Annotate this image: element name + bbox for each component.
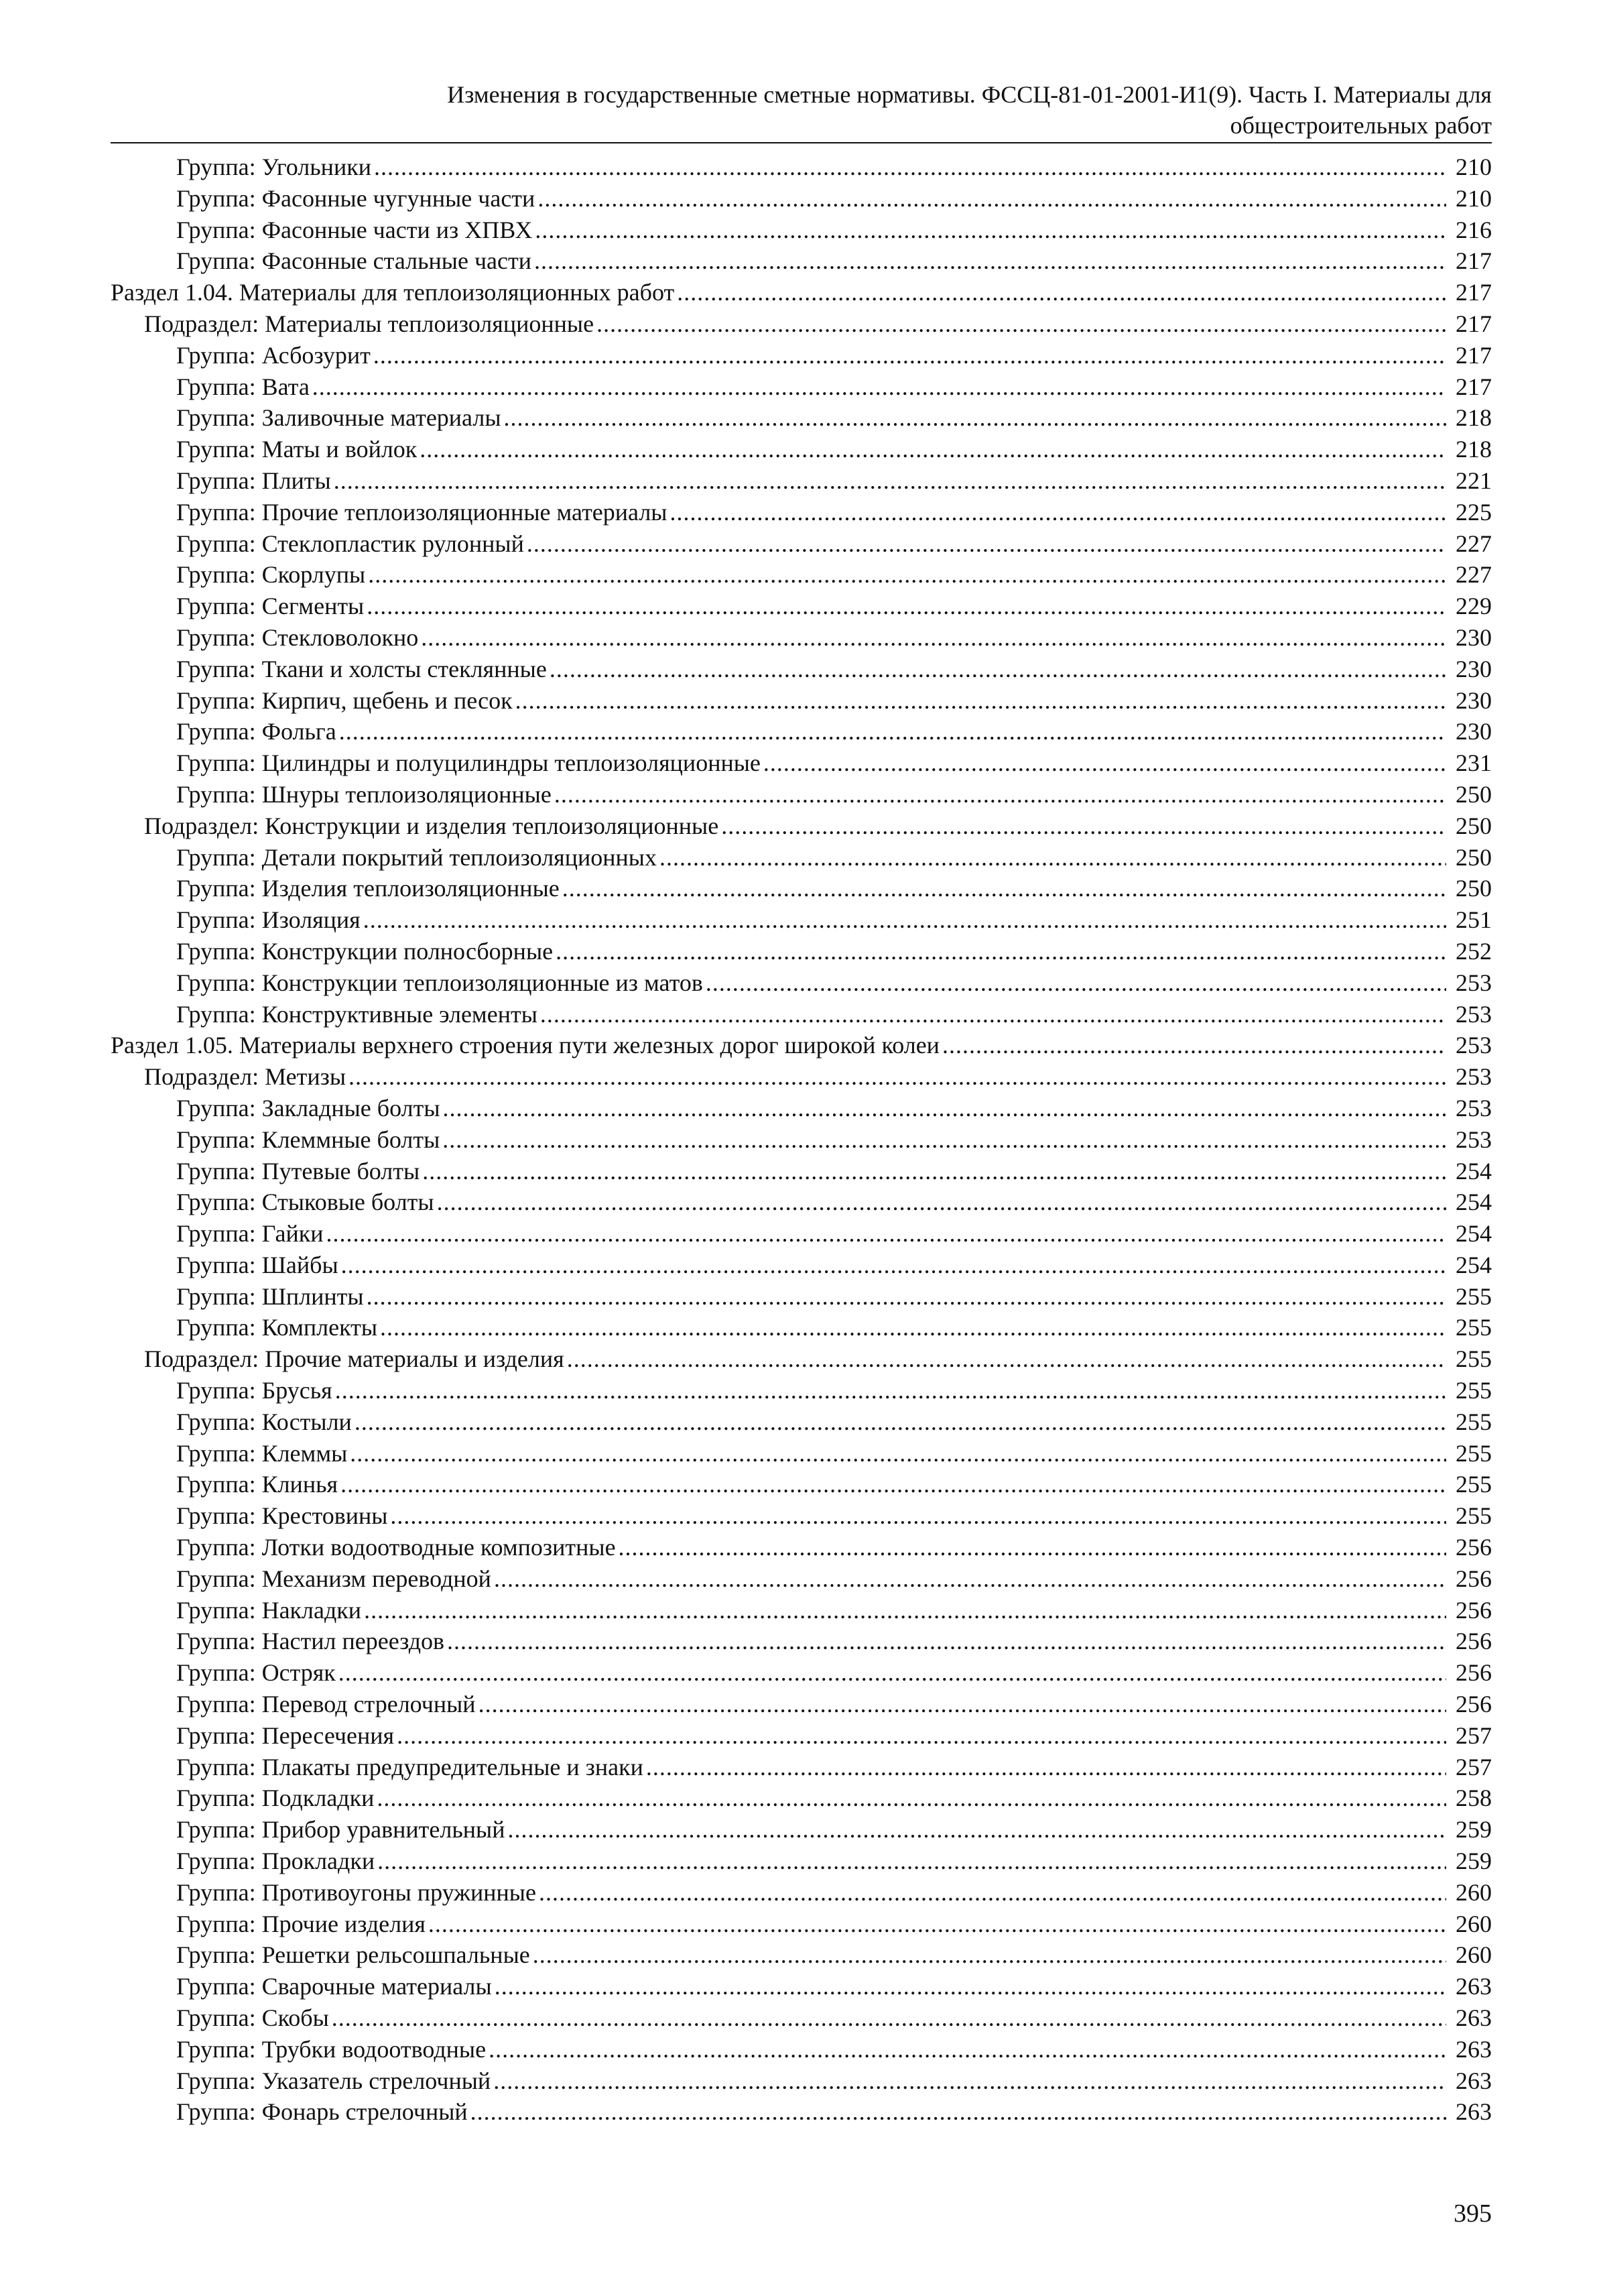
toc-entry-label: Группа: Клеммы: [176, 1439, 348, 1467]
toc-entry-page: 255: [1456, 1314, 1492, 1341]
dot-leader: [942, 1030, 1446, 1061]
toc-entry-page: 257: [1456, 1721, 1492, 1749]
dot-leader: [533, 1939, 1446, 1971]
toc-entry-page: 255: [1456, 1282, 1492, 1310]
toc-entry-page: 217: [1456, 310, 1492, 337]
toc-entry-page: 216: [1456, 216, 1492, 243]
toc-entry-label: Группа: Клинья: [176, 1471, 338, 1498]
toc-entry-label: Раздел 1.04. Материалы для теплоизоляционных работ: [111, 279, 675, 306]
dot-leader: [367, 1281, 1446, 1313]
dot-leader: [363, 904, 1446, 936]
toc-group-row: [111, 1312, 1492, 1343]
toc-entry-page: 255: [1456, 1408, 1492, 1435]
toc-group-row: [111, 1595, 1492, 1626]
toc-entry-page: 263: [1456, 2035, 1492, 2063]
toc-group-row: [111, 434, 1492, 465]
running-header: [111, 79, 1492, 141]
dot-leader: [659, 842, 1446, 873]
dot-leader: [670, 497, 1447, 528]
toc-entry-page: 254: [1456, 1220, 1492, 1248]
toc-entry-page: 263: [1456, 1973, 1492, 2000]
dot-leader: [554, 779, 1446, 810]
toc-entry-label: Группа: Заливочные материалы: [176, 404, 501, 432]
dot-leader: [556, 936, 1446, 967]
dot-leader: [420, 434, 1446, 465]
toc-group-row: [111, 1939, 1492, 1971]
toc-entry-label: Группа: Стекловолокно: [176, 623, 419, 651]
toc-entry-page: 259: [1456, 1816, 1492, 1844]
toc-entry-page: 253: [1456, 969, 1492, 996]
toc-entry-page: 230: [1456, 623, 1492, 651]
dot-leader: [489, 2034, 1446, 2065]
dot-leader: [478, 1689, 1446, 1720]
page-number: 395: [1454, 2199, 1492, 2228]
toc-entry-page: 256: [1456, 1691, 1492, 1718]
toc-entry-page: 229: [1456, 593, 1492, 620]
dot-leader: [348, 1061, 1446, 1093]
toc-group-row: [111, 1093, 1492, 1124]
toc-group-row: [111, 1469, 1492, 1500]
toc-entry-page: 230: [1456, 718, 1492, 745]
toc-entry-page: 253: [1456, 1000, 1492, 1028]
toc-entry-label: Группа: Цилиндры и полуцилиндры теплоизоляционные: [176, 749, 761, 777]
toc-entry-label: Группа: Остряк: [176, 1659, 336, 1687]
toc-entry-page: 230: [1456, 655, 1492, 682]
toc-entry-label: Группа: Шплинты: [176, 1282, 364, 1310]
toc-entry-page: 259: [1456, 1848, 1492, 1875]
dot-leader: [332, 2002, 1446, 2034]
dot-leader: [550, 654, 1446, 685]
dot-leader: [493, 2065, 1446, 2097]
dot-leader: [534, 245, 1446, 277]
toc-entry-page: 253: [1456, 1126, 1492, 1153]
toc-entry-label: Группа: Перевод стрелочный: [176, 1691, 476, 1718]
toc-group-row: [111, 1689, 1492, 1720]
toc-section-row: [111, 1030, 1492, 1061]
toc-entry-label: Группа: Фольга: [176, 718, 336, 745]
toc-entry-page: 250: [1456, 875, 1492, 902]
toc-entry-label: Группа: Плакаты предупредительные и знаки: [176, 1753, 643, 1780]
toc-entry-page: 251: [1456, 906, 1492, 934]
header-line-2: общестроительных работ: [1230, 112, 1492, 139]
toc-entry-label: Группа: Фонарь стрелочный: [176, 2098, 468, 2126]
toc-entry-page: 210: [1456, 154, 1492, 180]
toc-group-row: [111, 2034, 1492, 2065]
dot-leader: [377, 1783, 1446, 1814]
toc-group-row: [111, 215, 1492, 246]
dot-leader: [367, 591, 1446, 622]
toc-entry-label: Группа: Шайбы: [176, 1251, 338, 1278]
toc-group-row: [111, 1250, 1492, 1281]
toc-entry-page: 218: [1456, 436, 1492, 463]
toc-group-row: [111, 1657, 1492, 1689]
toc-entry-label: Группа: Маты и войлок: [176, 436, 418, 463]
toc-entry-page: 256: [1456, 1659, 1492, 1687]
toc-entry-page: 255: [1456, 1502, 1492, 1530]
toc-group-row: [111, 2065, 1492, 2097]
toc-entry-label: Группа: Лотки водоотводные композитные: [176, 1534, 616, 1561]
dot-leader: [373, 340, 1446, 371]
dot-leader: [334, 465, 1446, 497]
toc-group-row: [111, 245, 1492, 277]
toc-entry-label: Группа: Прочие теплоизоляционные материалы: [176, 498, 667, 526]
toc-group-row: [111, 967, 1492, 999]
toc-entry-label: Группа: Прокладки: [176, 1848, 375, 1875]
toc-entry-label: Группа: Детали покрытий теплоизоляционных: [176, 843, 657, 871]
dot-leader: [504, 402, 1446, 434]
dot-leader: [646, 1752, 1446, 1783]
toc-entry-label: Группа: Фасонные чугунные части: [176, 184, 535, 212]
dot-leader: [437, 1187, 1446, 1218]
dot-leader: [390, 1500, 1446, 1532]
toc-group-row: [111, 999, 1492, 1030]
dot-leader: [341, 1250, 1446, 1281]
toc-entry-page: 254: [1456, 1251, 1492, 1278]
dot-leader: [535, 215, 1446, 246]
toc-entry-label: Группа: Стеклопластик рулонный: [176, 530, 524, 557]
dot-leader: [335, 1375, 1446, 1406]
toc-entry-label: Группа: Шнуры теплоизоляционные: [176, 780, 552, 808]
toc-entry-page: 260: [1456, 1910, 1492, 1937]
toc-entry-page: 227: [1456, 530, 1492, 557]
dot-leader: [507, 1814, 1446, 1846]
toc-entry-label: Группа: Сегменты: [176, 593, 365, 620]
toc-entry-page: 227: [1456, 561, 1492, 589]
toc-group-row: [111, 654, 1492, 685]
dot-leader: [355, 1406, 1446, 1438]
dot-leader: [527, 528, 1446, 560]
toc-entry-label: Группа: Вата: [176, 373, 310, 400]
toc-entry-label: Группа: Изоляция: [176, 906, 361, 934]
toc-entry-label: Группа: Прибор уравнительный: [176, 1816, 505, 1844]
dot-leader: [596, 308, 1446, 340]
toc-group-row: [111, 1814, 1492, 1846]
toc-entry-page: 225: [1456, 498, 1492, 526]
toc-entry-page: 255: [1456, 1377, 1492, 1404]
toc-entry-label: Подраздел: Метизы: [144, 1063, 346, 1091]
dot-leader: [377, 1846, 1446, 1877]
toc-entry-label: Группа: Конструктивные элементы: [176, 1000, 537, 1028]
toc-subsection-row: [111, 308, 1492, 340]
toc-entry-label: Группа: Сварочные материалы: [176, 1973, 492, 2000]
toc-group-row: [111, 497, 1492, 528]
toc-entry-page: 217: [1456, 373, 1492, 400]
toc-entry-page: 263: [1456, 2067, 1492, 2094]
toc-subsection-row: [111, 810, 1492, 842]
toc-entry-label: Группа: Путевые болты: [176, 1157, 420, 1185]
toc-group-row: [111, 371, 1492, 403]
toc-entry-label: Раздел 1.05. Материалы верхнего строения пути железных дорог широкой колеи: [111, 1032, 940, 1059]
toc-entry-page: 217: [1456, 247, 1492, 275]
toc-entry-page: 255: [1456, 1439, 1492, 1467]
toc-entry-page: 254: [1456, 1189, 1492, 1216]
dot-leader: [763, 747, 1446, 779]
dot-leader: [619, 1532, 1446, 1563]
toc-group-row: [111, 2002, 1492, 2034]
toc-entry-label: Группа: Асбозурит: [176, 341, 371, 369]
dot-leader: [447, 1626, 1446, 1657]
dot-leader: [380, 1312, 1446, 1343]
toc-entry-label: Подраздел: Материалы теплоизоляционные: [144, 310, 594, 337]
toc-entry-page: 210: [1456, 184, 1492, 212]
toc-entry-label: Группа: Фасонные части из ХПВХ: [176, 216, 533, 243]
dot-leader: [428, 1909, 1446, 1940]
toc-entry-label: Группа: Стыковые болты: [176, 1189, 434, 1216]
dot-leader: [495, 1971, 1446, 2002]
toc-group-row: [111, 842, 1492, 873]
toc-group-row: [111, 559, 1492, 591]
toc-group-row: [111, 2096, 1492, 2128]
toc-entry-page: 254: [1456, 1157, 1492, 1185]
toc-group-row: [111, 1846, 1492, 1877]
toc-group-row: [111, 1406, 1492, 1438]
toc-group-row: [111, 528, 1492, 560]
toc-entry-label: Группа: Ткани и холсты стеклянные: [176, 655, 547, 682]
toc-entry-label: Группа: Закладные болты: [176, 1094, 440, 1122]
dot-leader: [368, 559, 1446, 591]
dot-leader: [567, 1343, 1446, 1375]
toc-group-row: [111, 1438, 1492, 1469]
toc-entry-label: Группа: Конструкции полносборные: [176, 937, 554, 965]
toc-group-row: [111, 1156, 1492, 1187]
toc-group-row: [111, 622, 1492, 654]
toc-group-row: [111, 591, 1492, 622]
toc-group-row: [111, 747, 1492, 779]
toc-entry-label: Группа: Скобы: [176, 2004, 329, 2032]
toc-entry-label: Группа: Изделия теплоизоляционные: [176, 875, 560, 902]
toc-group-row: [111, 1281, 1492, 1313]
toc-entry-page: 258: [1456, 1785, 1492, 1812]
toc-entry-label: Группа: Настил переездов: [176, 1628, 445, 1655]
toc-group-row: [111, 1218, 1492, 1250]
dot-leader: [338, 1657, 1446, 1689]
toc-subsection-row: [111, 1343, 1492, 1375]
toc-entry-page: 250: [1456, 843, 1492, 871]
toc-group-row: [111, 152, 1492, 183]
toc-entry-label: Группа: Накладки: [176, 1596, 362, 1624]
toc-entry-label: Группа: Кирпич, щебень и песок: [176, 686, 513, 714]
toc-entry-page: 255: [1456, 1471, 1492, 1498]
toc-entry-page: 250: [1456, 812, 1492, 839]
header-line-1: Изменения в государственные сметные нормативы. ФССЦ-81-01-2001-И1(9). Часть I. Материалы для: [447, 81, 1492, 108]
toc-entry-page: 257: [1456, 1753, 1492, 1780]
dot-leader: [312, 371, 1446, 403]
toc-group-row: [111, 340, 1492, 371]
header-divider: [111, 142, 1492, 143]
toc-entry-page: 256: [1456, 1565, 1492, 1592]
toc-group-row: [111, 904, 1492, 936]
toc-entry-label: Группа: Костыли: [176, 1408, 352, 1435]
toc-entry-label: Группа: Трубки водоотводные: [176, 2035, 487, 2063]
dot-leader: [374, 152, 1446, 183]
toc-entry-label: Группа: Фасонные стальные части: [176, 247, 531, 275]
dot-leader: [350, 1438, 1446, 1469]
toc-entry-page: 231: [1456, 749, 1492, 777]
toc-group-row: [111, 685, 1492, 717]
toc-group-row: [111, 1500, 1492, 1532]
toc-subsection-row: [111, 1061, 1492, 1093]
toc-entry-page: 230: [1456, 686, 1492, 714]
toc-entry-page: 253: [1456, 1063, 1492, 1091]
toc-group-row: [111, 465, 1492, 497]
dot-leader: [494, 1563, 1446, 1595]
dot-leader: [706, 967, 1446, 999]
toc-entry-label: Подраздел: Прочие материалы и изделия: [144, 1345, 564, 1373]
toc-entry-label: Группа: Комплекты: [176, 1314, 378, 1341]
toc-group-row: [111, 1783, 1492, 1814]
toc-entry-label: Группа: Гайки: [176, 1220, 324, 1248]
toc-entry-label: Группа: Брусья: [176, 1377, 332, 1404]
toc-entry-page: 253: [1456, 1094, 1492, 1122]
toc-entry-label: Группа: Решетки рельсошпальные: [176, 1941, 530, 1969]
toc-entry-page: 253: [1456, 1032, 1492, 1059]
dot-leader: [339, 716, 1446, 747]
dot-leader: [442, 1124, 1446, 1156]
toc-group-row: [111, 936, 1492, 967]
toc-group-row: [111, 402, 1492, 434]
dot-leader: [397, 1720, 1446, 1752]
toc-group-row: [111, 1909, 1492, 1940]
toc-entry-page: 217: [1456, 341, 1492, 369]
dot-leader: [721, 810, 1446, 842]
toc-group-row: [111, 1720, 1492, 1752]
toc-group-row: [111, 716, 1492, 747]
toc-group-row: [111, 779, 1492, 810]
dot-leader: [326, 1218, 1447, 1250]
toc-group-row: [111, 1532, 1492, 1563]
toc-entry-page: 263: [1456, 2004, 1492, 2032]
toc-entry-label: Группа: Угольники: [176, 154, 371, 180]
dot-leader: [540, 999, 1446, 1030]
dot-leader: [421, 622, 1446, 654]
toc-entry-page: 256: [1456, 1628, 1492, 1655]
dot-leader: [677, 277, 1446, 308]
toc-entry-page: 256: [1456, 1596, 1492, 1624]
dot-leader: [539, 1877, 1446, 1909]
toc-entry-label: Группа: Пересечения: [176, 1721, 395, 1749]
toc-entry-label: Группа: Крестовины: [176, 1502, 388, 1530]
toc-entry-page: 263: [1456, 2098, 1492, 2126]
dot-leader: [562, 873, 1446, 904]
toc-group-row: [111, 1877, 1492, 1909]
toc-group-row: [111, 1124, 1492, 1156]
dot-leader: [422, 1156, 1446, 1187]
toc-entry-page: 255: [1456, 1345, 1492, 1373]
toc-entry-label: Группа: Плиты: [176, 467, 331, 494]
toc-entry-page: 256: [1456, 1534, 1492, 1561]
toc-group-row: [111, 1563, 1492, 1595]
toc-entry-page: 252: [1456, 937, 1492, 965]
table-of-contents: [111, 152, 1492, 2128]
toc-entry-label: Группа: Конструкции теплоизоляционные из матов: [176, 969, 703, 996]
toc-entry-label: Подраздел: Конструкции и изделия теплоизоляционные: [144, 812, 719, 839]
toc-group-row: [111, 183, 1492, 215]
dot-leader: [470, 2096, 1446, 2128]
toc-section-row: [111, 277, 1492, 308]
toc-entry-label: Группа: Указатель стрелочный: [176, 2067, 491, 2094]
dot-leader: [443, 1093, 1446, 1124]
toc-group-row: [111, 1971, 1492, 2002]
toc-entry-page: 260: [1456, 1941, 1492, 1969]
toc-group-row: [111, 1626, 1492, 1657]
toc-entry-page: 260: [1456, 1878, 1492, 1906]
toc-entry-page: 218: [1456, 404, 1492, 432]
toc-group-row: [111, 873, 1492, 904]
toc-group-row: [111, 1187, 1492, 1218]
dot-leader: [515, 685, 1446, 717]
toc-entry-page: 217: [1456, 279, 1492, 306]
toc-entry-label: Группа: Подкладки: [176, 1785, 375, 1812]
dot-leader: [364, 1595, 1446, 1626]
toc-entry-page: 221: [1456, 467, 1492, 494]
toc-entry-page: 250: [1456, 780, 1492, 808]
dot-leader: [340, 1469, 1446, 1500]
toc-entry-label: Группа: Клеммные болты: [176, 1126, 440, 1153]
toc-entry-label: Группа: Противоугоны пружинные: [176, 1878, 536, 1906]
toc-group-row: [111, 1752, 1492, 1783]
toc-entry-label: Группа: Прочие изделия: [176, 1910, 426, 1937]
toc-entry-label: Группа: Скорлупы: [176, 561, 366, 589]
toc-entry-label: Группа: Механизм переводной: [176, 1565, 491, 1592]
dot-leader: [537, 183, 1446, 215]
toc-group-row: [111, 1375, 1492, 1406]
